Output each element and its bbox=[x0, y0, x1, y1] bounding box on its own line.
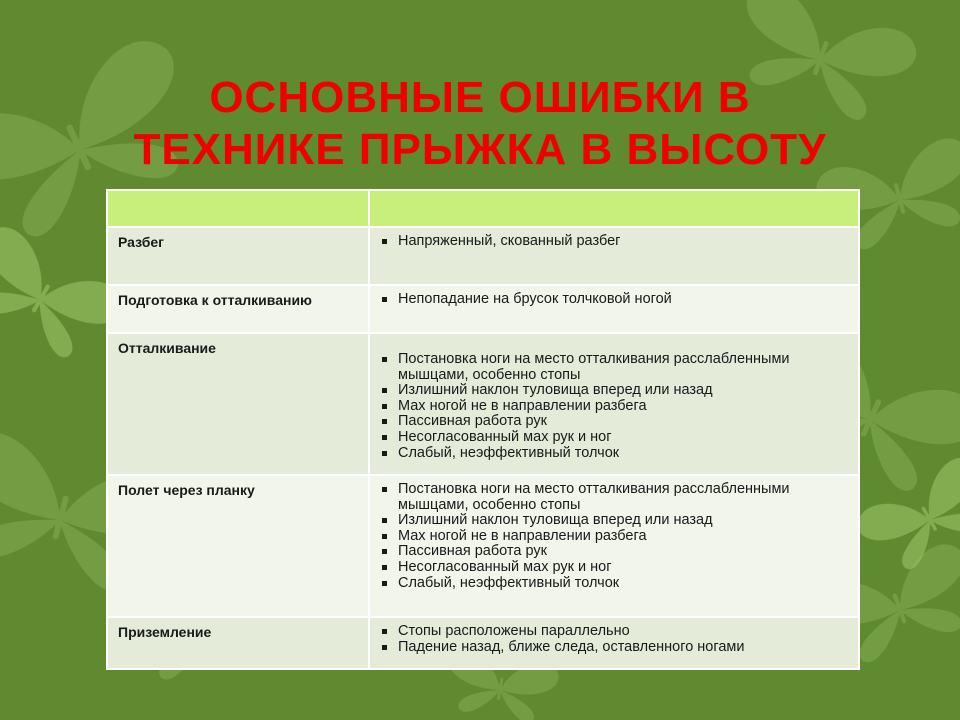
row-items bbox=[369, 285, 859, 333]
list-item: Постановка ноги на место отталкивания расслабленными мышцами, особенно стопы bbox=[380, 352, 848, 383]
row-items bbox=[369, 475, 859, 617]
list-item: Излишний наклон туловища вперед или назад bbox=[380, 383, 848, 399]
header-cell-1 bbox=[107, 190, 369, 227]
table-row bbox=[107, 285, 859, 333]
list-item: Падение назад, ближе следа, оставленного ногами bbox=[380, 640, 848, 656]
row-label: Подготовка к отталкиванию bbox=[107, 285, 369, 333]
header-cell-2 bbox=[369, 190, 859, 227]
row-label: Отталкивание bbox=[107, 333, 369, 475]
title-line-2: ТЕХНИКЕ ПРЫЖКА В ВЫСОТУ bbox=[133, 125, 827, 174]
table-row bbox=[107, 617, 859, 669]
title-line-1: ОСНОВНЫЕ ОШИБКИ В bbox=[209, 73, 751, 122]
list-item: Пассивная работа рук bbox=[380, 544, 848, 560]
list-item: Излишний наклон туловища вперед или назад bbox=[380, 513, 848, 529]
page-title bbox=[60, 72, 900, 176]
list-item: Непопадание на брусок толчковой ногой bbox=[380, 292, 848, 308]
list-item: Слабый, неэффективный толчок bbox=[380, 576, 848, 592]
table-row bbox=[107, 475, 859, 617]
row-items bbox=[369, 227, 859, 285]
row-items bbox=[369, 333, 859, 475]
row-items bbox=[369, 617, 859, 669]
list-item: Несогласованный мах рук и ног bbox=[380, 430, 848, 446]
errors-table bbox=[106, 189, 860, 670]
list-item: Напряженный, скованный разбег bbox=[380, 234, 848, 250]
table-row bbox=[107, 227, 859, 285]
table-header-row bbox=[107, 190, 859, 227]
list-item: Мах ногой не в направлении разбега bbox=[380, 399, 848, 415]
row-label: Полет через планку bbox=[107, 475, 369, 617]
list-item: Стопы расположены параллельно bbox=[380, 624, 848, 640]
list-item: Слабый, неэффективный толчок bbox=[380, 446, 848, 462]
row-label: Разбег bbox=[107, 227, 369, 285]
list-item: Постановка ноги на место отталкивания расслабленными мышцами, особенно стопы bbox=[380, 482, 848, 513]
list-item: Мах ногой не в направлении разбега bbox=[380, 529, 848, 545]
list-item: Пассивная работа рук bbox=[380, 414, 848, 430]
row-label: Приземление bbox=[107, 617, 369, 669]
list-item: Несогласованный мах рук и ног bbox=[380, 560, 848, 576]
table-row bbox=[107, 333, 859, 475]
